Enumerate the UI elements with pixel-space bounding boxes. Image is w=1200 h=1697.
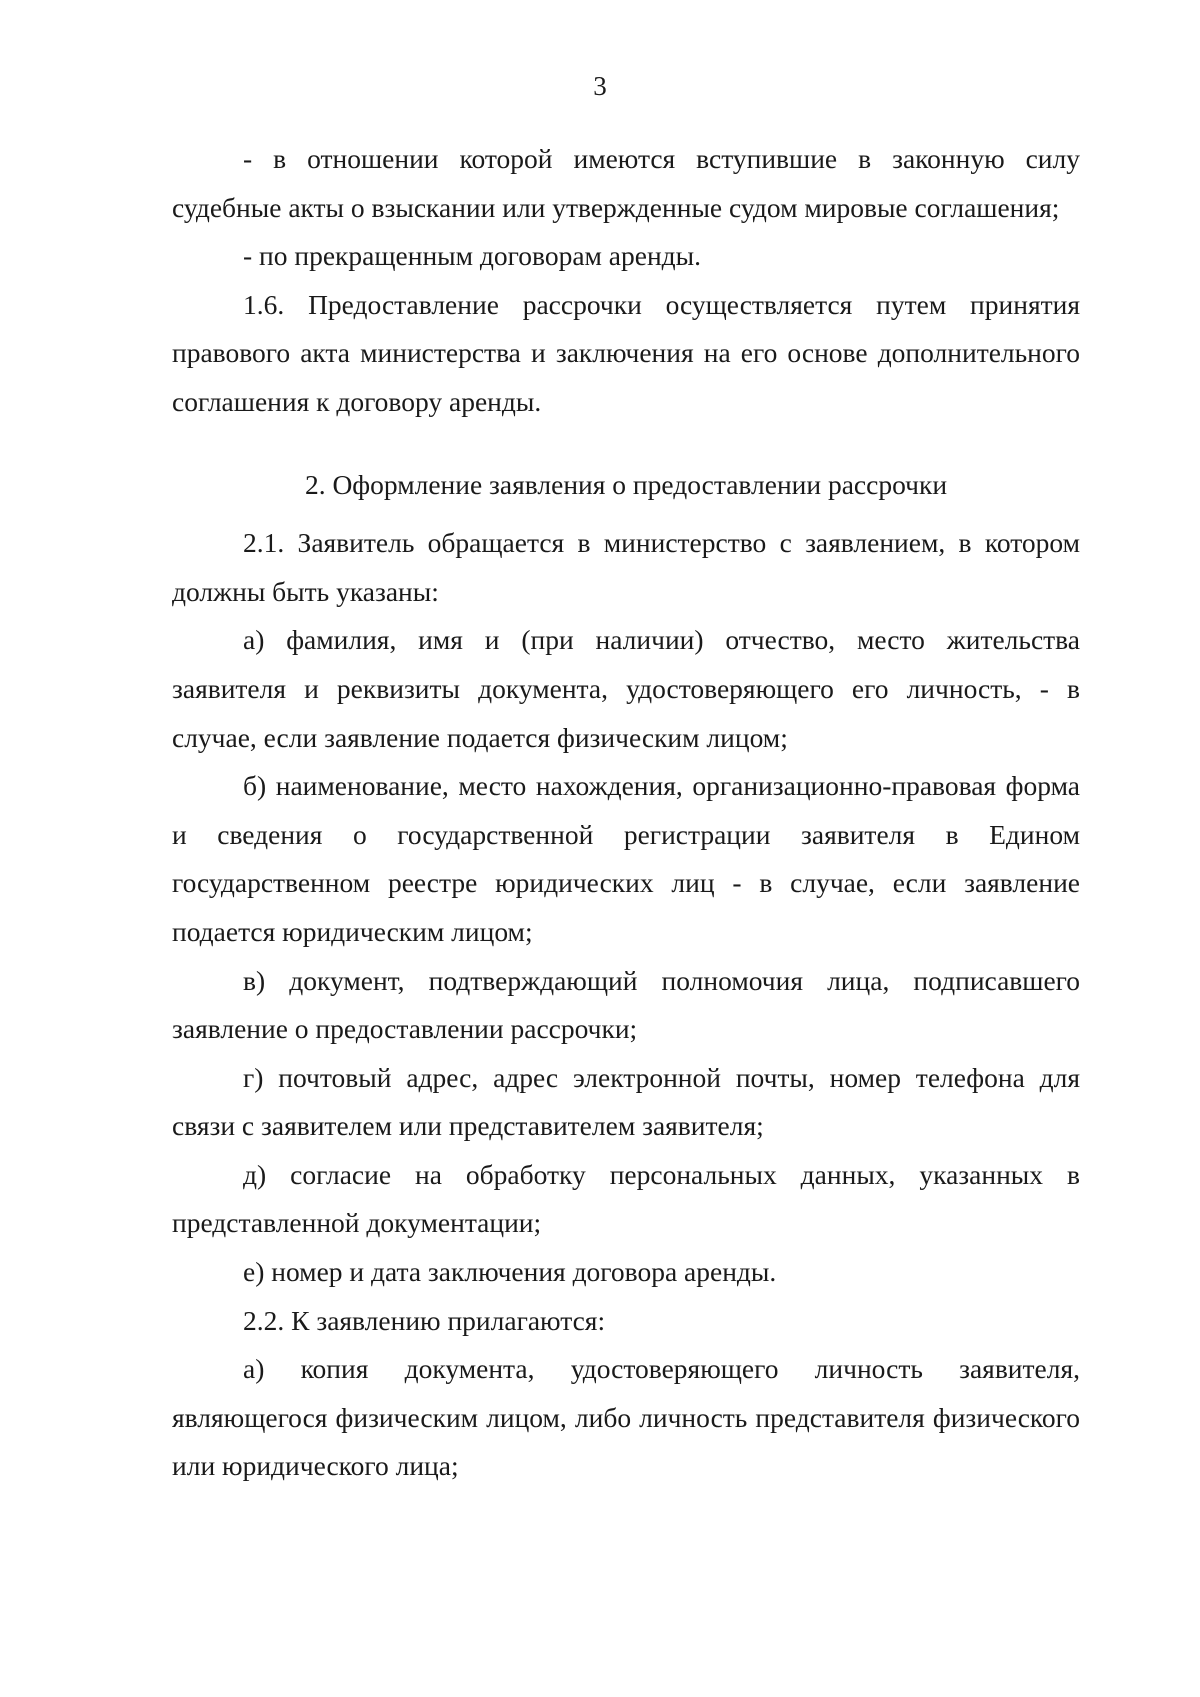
paragraph-2-1-a: а) фамилия, имя и (при наличии) отчество, место жительства заявителя и реквизиты документа, удостоверяющего его личность, - в случае, если заявление подается физическим лицом; <box>172 624 1080 753</box>
document-body <box>172 135 1080 1491</box>
paragraph-2-1-d: д) согласие на обработку персональных данных, указанных в представленной документации; <box>172 1158 1080 1239</box>
paragraph-1-6: 1.6. Предоставление рассрочки осуществляется путем принятия правового акта министерства и заключения на его основе дополнительного соглашения к договору аренды. <box>172 288 1080 417</box>
paragraph-court-acts: - в отношении которой имеются вступившие в законную силу судебные акты о взыскании или утвержденные судом мировые соглашения; <box>172 143 1080 223</box>
paragraph-terminated-leases: - по прекращенным договорам аренды. <box>243 240 702 272</box>
paragraph-2-1: 2.1. Заявитель обращается в министерство с заявлением, в котором должны быть указаны: <box>172 527 1080 607</box>
paragraph-2-1-b: б) наименование, место нахождения, организационно-правовая форма и сведения о государственной регистрации заявителя в Едином государственном реестре юридических лиц - в случае, если заявление подается юридическим лицом; <box>172 770 1080 947</box>
paragraph-2-2: 2.2. К заявлению прилагаются: <box>243 1304 606 1336</box>
paragraph-2-1-v: в) документ, подтверждающий полномочия лица, подписавшего заявление о предоставлении рассрочки; <box>172 964 1080 1045</box>
paragraph-2-2-a: а) копия документа, удостоверяющего личность заявителя, являющегося физическим лицом, либо личность представителя физического или юридического лица; <box>172 1353 1080 1482</box>
paragraph-2-1-e: е) номер и дата заключения договора аренды. <box>243 1256 777 1288</box>
paragraph-2-1-g: г) почтовый адрес, адрес электронной почты, номер телефона для связи с заявителем или представителем заявителя; <box>172 1061 1080 1142</box>
section-heading: 2. Оформление заявления о предоставлении рассрочки <box>304 468 948 500</box>
page-number: 3 <box>593 71 607 101</box>
